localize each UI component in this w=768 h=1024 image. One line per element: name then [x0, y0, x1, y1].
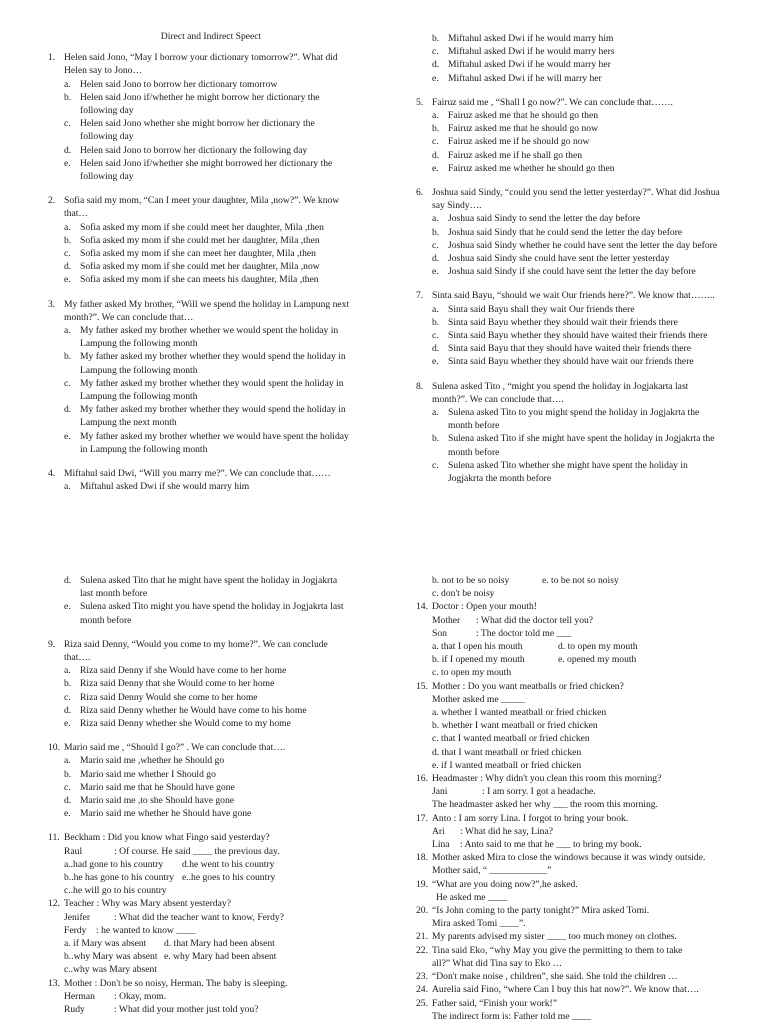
worksheet-title: Direct and Indirect Speect [160, 31, 262, 42]
question-text: Joshua said Sindy, “could you send the letter yesterday?”. What did Joshua [432, 187, 720, 199]
answer-option[interactable]: e. Helen said Jono if/whether she might borrowed her dictionary the following day [64, 157, 333, 183]
answer-option[interactable]: c. Miftahul asked Dwi if he would marry hers [432, 46, 615, 58]
answer-option[interactable]: c..he will go to his country [64, 885, 167, 897]
answer-option[interactable]: c. My father asked my brother whether they would spent the holiday in Lampung the following month [64, 377, 344, 403]
answer-option[interactable]: e. if I wanted meatball or fried chicken [432, 759, 582, 771]
question-text: that… [64, 208, 88, 220]
question-text: month?”. We can conclude that… [64, 311, 194, 323]
question-14: 14. Doctor : Open your mouth! Mother : What did the doctor tell you? Son : The doctor told me ___ a. that I open his mouth d. to open my mouth b. if I opened my mouth e. opened my mouth c. to open my mouth [416, 600, 748, 679]
answer-option[interactable]: b. My father asked my brother whether they would spend the holiday in Lampung the following month [64, 351, 346, 376]
answer-option[interactable]: b. Helen said Jono if/whether he might borrow her dictionary the following day [64, 91, 320, 117]
question-text: Sinta said Bayu, “should we wait Our friends here?”. We know that…….. [432, 290, 715, 302]
question-11: 11. Beckham : Did you know what Fingo said yesterday? Raul : Of course. He said ____ the previous day. a..had gone to his country d.he went to his country b..he has gone to his country e..he goes to his country c..he will go to his country [48, 831, 378, 897]
page1-right-column [416, 32, 746, 496]
answer-option[interactable]: b. Fairuz asked me that he should go now [432, 123, 599, 135]
answer-option[interactable]: e. Sofia asked my mom if she can meets his daughter, Mila ,then [64, 274, 319, 286]
answer-option[interactable]: b. Joshua said Sindy that he could send the letter the day before [432, 226, 683, 238]
answer-option[interactable]: c. that I wanted meatball or fried chicken [432, 733, 590, 745]
answer-option[interactable]: a. Sulena asked Tito to you might spend the holiday in Jogjakrta the month before [432, 407, 700, 432]
question-text: Helen say to Jono… [64, 65, 143, 77]
answer-option[interactable]: a. Joshua said Sindy to send the letter the day before [432, 213, 641, 225]
answer-option[interactable]: d. that I want meatball or fried chicken [432, 746, 582, 758]
answer-option[interactable]: a. Helen said Jono to borrow her dictionary tomorrow [64, 78, 278, 90]
answer-option[interactable]: d. My father asked my brother whether they would spend the holiday in Lampung the next month [64, 404, 346, 429]
question-8: 8. Sulena asked Tito , “might you spend the holiday in Jogjakarta last month?”. We can conclude that…. a. Sulena asked Tito to you might spend the holiday in Jogjakrta the month before b. Sulena asked Tito if she might have spent the holiday in Jogjakrta the month before c. Sulena asked Tito whether she might have spent the holiday in Jogjakrta the month before [416, 380, 746, 486]
answer-option-row[interactable]: b. if I opened my mouth e. opened my mouth [432, 654, 637, 666]
answer-option[interactable]: c. Fairuz asked me if he should go now [432, 136, 590, 148]
question-9: 9. Riza said Denny, “Would you come to my home?”. We can conclude that…. a. Riza said Denny if she Would have come to her home b. Riza said Denny that she Would come to her home c. Riza said Denny Would she come to her home d. Riza said Denny whether he Would have come to his home e. Riza said Denny whether she Would come to my home [48, 638, 378, 730]
question-text: Sofia said my mom, “Can I meet your daughter, Mila ,now?”. We know [64, 195, 340, 207]
question-13-options [416, 574, 748, 600]
answer-option[interactable]: c. Helen said Jono whether she might borrow her dictionary the following day [64, 118, 315, 143]
answer-option[interactable]: d. Mario said me ,to she Should have gone [64, 795, 235, 807]
question-7: 7. Sinta said Bayu, “should we wait Our friends here?”. We know that…….. a. Sinta said Bayu shall they wait Our friends there b. Sinta said Bayu whether they should wait their friends there c. Sinta said Bayu whether they should have waited their friends there d. Sinta said Bayu that they should have waited their friends there e. Sinta said Bayu whether they should have wait our friends there [416, 289, 746, 368]
answer-option[interactable]: e. Sinta said Bayu whether they should have wait our friends there [432, 356, 694, 368]
answer-option[interactable]: a. whether I wanted meatball or fried chicken [432, 707, 607, 719]
answer-option[interactable]: d. Sinta said Bayu that they should have waited their friends there [432, 343, 691, 355]
answer-option[interactable]: e. Joshua said Sindy if she could have sent the letter the day before [432, 266, 696, 278]
answer-option[interactable]: d. Miftahul asked Dwi if he would marry her [432, 59, 611, 71]
question-text: Mario said me , “Should I go?” . We can conclude that…. [64, 742, 286, 754]
question-12: 12. Teacher : Why was Mary absent yesterday? Jenifer : What did the teacher want to know, Ferdy? Ferdy : he wanted to know ____ a. if Mary was absent d. that Mary had been absent b..why Mary was absent e. why Mary had been absent c..why was Mary absent [48, 897, 378, 976]
question-15: 15. Mother : Do you want meatballs or fried chicken? Mother asked me _____ a. whether I wanted meatball or fried chicken b. whether I want meatball or fried chicken c. that I wanted meatball or fried chicken d. that I want meatball or fried chicken e. if I wanted meatball or fried chicken [416, 680, 748, 772]
answer-option[interactable]: c. Mario said me that he Should have gone [64, 781, 235, 793]
question-10: 10. Mario said me , “Should I go?” . We can conclude that…. a. Mario said me ,whether he Should go b. Mario said me whether I Should go c. Mario said me that he Should have gone d. Mario said me ,to she Should have gone e. Mario said me whether he Should have gone [48, 741, 378, 820]
answer-option[interactable]: b. Sulena asked Tito if she might have spent the holiday in Jogjakrta the month before [432, 433, 715, 458]
question-text: Helen said Jono, “May I borrow your dictionary tomorrow?”. What did [64, 52, 338, 64]
question-text: Miftahul said Dwi, “Will you marry me?”. We can conclude that…… [64, 468, 331, 480]
answer-option[interactable]: c. Riza said Denny Would she come to her home [64, 691, 258, 703]
question-continued [416, 32, 746, 85]
answer-option[interactable]: a. Sinta said Bayu shall they wait Our friends there [432, 303, 635, 315]
answer-option[interactable]: a. Fairuz asked me that he should go then [432, 110, 599, 122]
answer-option-row[interactable]: b..why Mary was absent e. why Mary had been absent [64, 951, 277, 963]
answer-option[interactable]: a. Sofia asked my mom if she could meet her daughter, Mila ,then [64, 221, 324, 233]
question-text: Riza said Denny, “Would you come to my home?”. We can conclude [64, 638, 328, 650]
answer-option[interactable]: d. Helen said Jono to borrow her dictionary the following day [64, 144, 308, 156]
question-text: Fairuz said me , “Shall I go now?”. We can conclude that……. [432, 96, 673, 108]
answer-option[interactable]: b. whether I want meatball or fried chicken [432, 720, 598, 732]
answer-option[interactable]: b. Miftahul asked Dwi if he would marry him [432, 33, 614, 44]
question-21: 21. My parents advised my sister ____ too much money on clothes. [416, 931, 677, 943]
question-19: 19. “What are you doing now?”,he asked. He asked me ____ [416, 878, 578, 903]
question-1: 1. Helen said Jono, “May I borrow your dictionary tomorrow?”. What did Helen say to Jono… a. Helen said Jono to borrow her dictionary tomorrow b. Helen said Jono if/whether he might borrow her dictionary the following day c. Helen said Jono whether she might borrow her dictionary the following day d. Helen said Jono to borrow her dictionary the following day e. Helen said Jono if/whether she might borrowed her dictionary the following day [48, 51, 374, 183]
answer-option[interactable]: e. Fairuz asked me whether he should go then [432, 162, 615, 174]
answer-option[interactable]: b. Sinta said Bayu whether they should wait their friends there [432, 316, 678, 328]
question-24: 24. Aurelia said Fino, “where Can I buy this hat now?”. We know that…. [416, 984, 699, 996]
question-23: 23. “Don't make noise , children”, she said. She told the children … [416, 971, 678, 983]
answer-option[interactable]: c. don't be noisy [432, 588, 495, 600]
answer-option[interactable]: d. Sofia asked my mom if she could met her daughter, Mila ,now [64, 261, 320, 273]
answer-option-row[interactable]: a..had gone to his country d.he went to his country [64, 858, 275, 870]
question-text: that…. [64, 652, 91, 664]
answer-option-row[interactable]: a. that I open his mouth d. to open my mouth [432, 641, 638, 653]
question-4: 4. Miftahul said Dwi, “Will you marry me?”. We can conclude that…… a. Miftahul asked Dwi if she would marry him [48, 467, 374, 493]
page2-right-column [416, 574, 748, 1023]
question-8-continued [48, 574, 378, 627]
answer-option[interactable]: a. Riza said Denny if she Would have come to her home [64, 665, 287, 677]
answer-option[interactable]: b. Riza said Denny that she Would come to her home [64, 678, 275, 690]
question-20: 20. “Is John coming to the party tonight?” Mira asked Tomi. Mira asked Tomi ____”. [416, 905, 650, 930]
answer-option[interactable]: e. Mario said me whether he Should have gone [64, 808, 252, 820]
question-5: 5. Fairuz said me , “Shall I go now?”. We can conclude that……. a. Fairuz asked me that he should go then b. Fairuz asked me that he should go now c. Fairuz asked me if he should go now d. Fairuz asked me if he shall go then e. Fairuz asked me whether he should go then [416, 96, 746, 175]
question-3: 3. My father asked My brother, “Will we spend the holiday in Lampung next month?”. We can conclude that… a. My father asked my brother whether we would spent the holiday in Lampung the following month b. My father asked my brother whether they would spend the holiday in Lampung the following month c. My father asked my brother whether they would spent the holiday in Lampung the following month d. My father asked my brother whether they would spend the holiday in Lampung the next month e. My father asked my brother whether we would have spent the holiday in Lampung the following month [48, 298, 374, 456]
answer-option[interactable]: a. Mario said me ,whether he Should go [64, 755, 225, 767]
answer-option[interactable]: d. Fairuz asked me if he shall go then [432, 149, 583, 161]
answer-option[interactable]: e. My father asked my brother whether we would have spent the holiday in Lampung the following month [64, 430, 349, 455]
question-text: My father asked My brother, “Will we spend the holiday in Lampung next [64, 298, 350, 310]
question-16: 16. Headmaster : Why didn't you clean this room this morning? Jani : I am sorry. I got a headache. The headmaster asked her why ___ the room this morning. [416, 773, 662, 811]
answer-option-row[interactable]: b..he has gone to his country e..he goes to his country [64, 872, 276, 884]
answer-option[interactable]: c. Sulena asked Tito whether she might have spent the holiday in Jogjakrta the month before [432, 459, 688, 485]
question-2: 2. Sofia said my mom, “Can I meet your daughter, Mila ,now?”. We know that… a. Sofia asked my mom if she could meet her daughter, Mila ,then b. Sofia asked my mom if she could met her daughter, Mila ,then c. Sofia asked my mom if she can meet her daughter, Mila ,then d. Sofia asked my mom if she could met her daughter, Mila ,now e. Sofia asked my mom if she can meets his daughter, Mila ,then [48, 194, 374, 286]
question-25: 25. Father said, “Finish your work!” The indirect form is: Father told me ____ [416, 997, 592, 1022]
answer-option[interactable]: d. Riza said Denny whether he Would have come to his home [64, 704, 307, 716]
page1-left-column [48, 30, 374, 505]
question-text: month?”. We can conclude that…. [432, 393, 564, 405]
answer-option[interactable]: e. Riza said Denny whether she Would come to my home [64, 718, 291, 730]
answer-option[interactable]: d. Joshua said Sindy she could have sent the letter yesterday [432, 253, 670, 265]
question-17: 17. Anto : I am sorry Lina. I forgot to bring your book. Ari : What did he say, Lina? Lina : Anto said to me that he ___ to bring my book. [416, 812, 642, 851]
question-text: say Sindy…. [432, 200, 482, 212]
answer-option[interactable]: a. Miftahul asked Dwi if she would marry him [64, 481, 250, 493]
answer-option[interactable]: e. Sulena asked Tito might you have spend the holiday in Jogjakrta last month before [64, 601, 344, 626]
answer-option[interactable]: a. My father asked my brother whether we would spent the holiday in Lampung the following month [64, 325, 339, 350]
answer-option[interactable]: c. Sofia asked my mom if she can meet her daughter, Mila ,then [64, 248, 316, 260]
question-13: 13. Mother : Don't be so noisy, Herman. The baby is sleeping. Herman : Okay, mom. Rudy : What did your mother just told you? [48, 977, 288, 1016]
question-6: 6. Joshua said Sindy, “could you send the letter yesterday?”. What did Joshua say Sindy…. a. Joshua said Sindy to send the letter the day before b. Joshua said Sindy that he could send the letter the day before c. Joshua said Sindy whether he could have sent the letter the day before d. Joshua said Sindy she could have sent the letter yesterday e. Joshua said Sindy if she could have sent the letter the day before [416, 186, 746, 278]
answer-option-row[interactable]: b. not to be so noisy e. to be not so noisy [432, 575, 619, 586]
question-18: 18. Mother asked Mira to close the windows because it was windy outside. Mother said, “ ____________” [416, 852, 706, 877]
question-text: Sulena asked Tito , “might you spend the holiday in Jogjakarta last [432, 380, 689, 392]
answer-option[interactable]: d. Sulena asked Tito that he might have spent the holiday in Jogjakrta last month before [64, 575, 338, 600]
answer-option-row[interactable]: a. if Mary was absent d. that Mary had been absent [64, 938, 275, 950]
answer-option[interactable]: c..why was Mary absent [64, 964, 157, 976]
answer-option[interactable]: b. Mario said me whether I Should go [64, 768, 216, 780]
answer-option[interactable]: b. Sofia asked my mom if she could met her daughter, Mila ,then [64, 234, 320, 246]
question-22: 22. Tina said Eko, “why May you give the permitting to them to take all?” What did Tina say to Eko … [416, 944, 683, 969]
answer-option[interactable]: c. Sinta said Bayu whether they should have waited their friends there [432, 330, 708, 342]
answer-option[interactable]: e. Miftahul asked Dwi if he will marry her [432, 72, 602, 84]
page2-left-column [48, 574, 378, 1016]
answer-option[interactable]: c. to open my mouth [432, 667, 512, 679]
answer-option[interactable]: c. Joshua said Sindy whether he could have sent the letter the day before [432, 239, 718, 251]
